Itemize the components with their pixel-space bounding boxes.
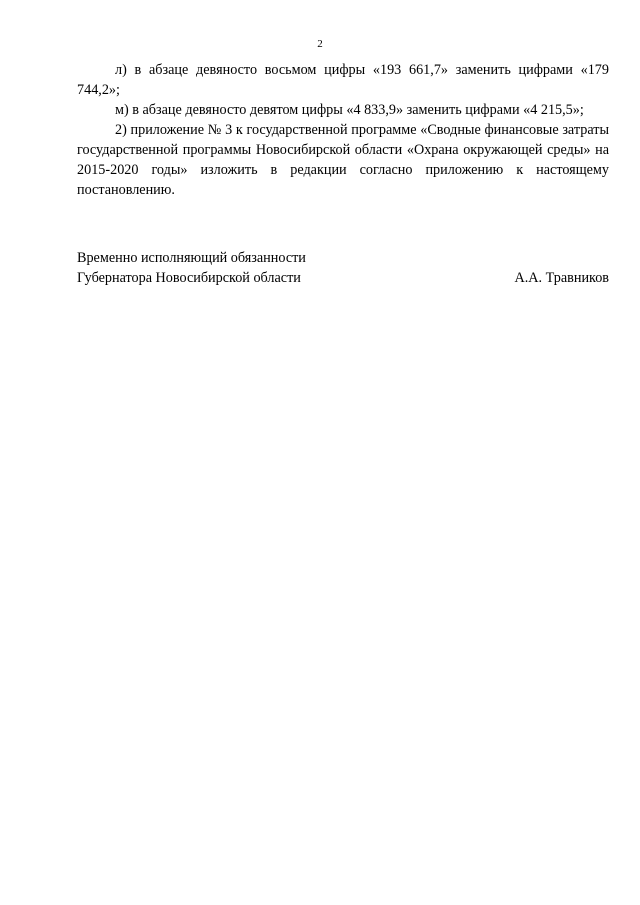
paragraph-2: 2) приложение № 3 к государственной программе «Сводные финансовые затраты государственной программы Новосибирской области «Охрана окружающей среды» на 2015-2020 годы» изложить в редакции согласно приложению к настоящему постановлению. <box>77 122 609 198</box>
page-number: 2 <box>317 38 323 50</box>
signature-title: Временно исполняющий обязанности <box>77 250 306 266</box>
document-body <box>77 60 609 200</box>
signature-block <box>77 248 609 288</box>
signature-position-line <box>77 268 609 288</box>
paragraph-l: л) в абзаце девяносто восьмом цифры «193 661,7» заменить цифрами «179 744,2»; <box>77 62 609 98</box>
signature-position: Губернатора Новосибирской области <box>77 270 301 286</box>
signature-title-line <box>77 248 609 268</box>
paragraph-m: м) в абзаце девяносто девятом цифры «4 833,9» заменить цифрами «4 215,5»; <box>115 102 584 118</box>
signatory-name: А.А. Травников <box>514 270 609 286</box>
